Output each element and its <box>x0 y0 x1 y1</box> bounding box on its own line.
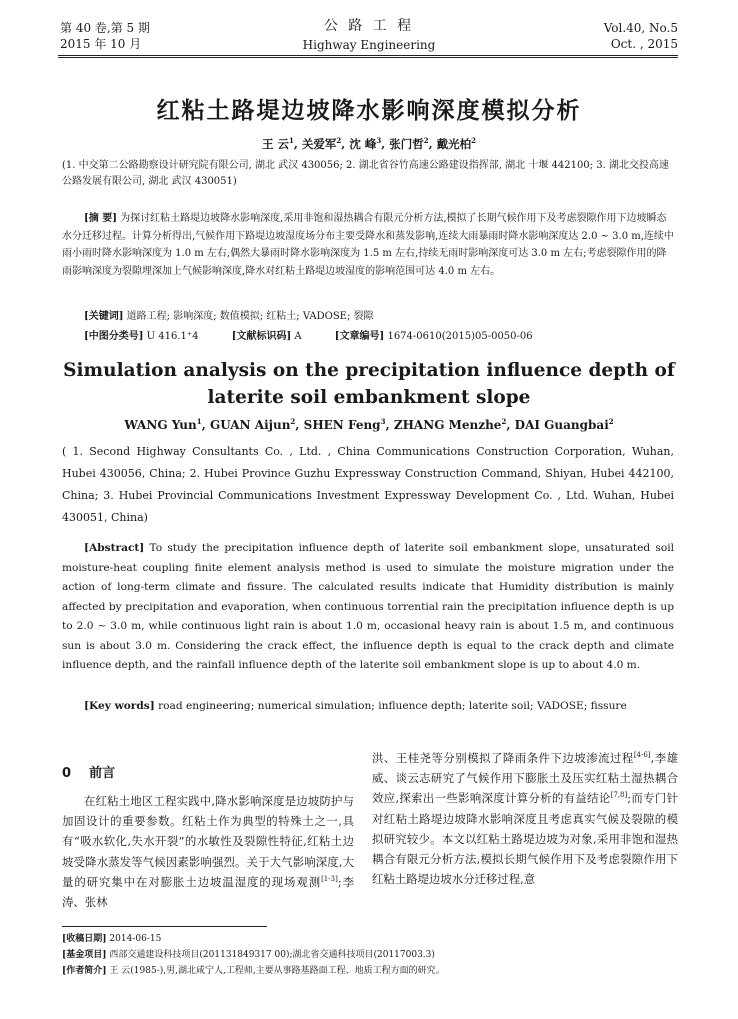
citation: [7,8] <box>610 791 628 800</box>
author-en: GUAN Aijun <box>209 418 291 432</box>
author-en: SHEN Feng <box>303 418 381 432</box>
header-rule <box>58 55 678 56</box>
affil-marker: 2 <box>423 136 429 146</box>
author-cn: 戴光柏 <box>436 137 472 151</box>
footnote-author <box>62 964 674 978</box>
fund-text: 西部交通建设科技项目(201131849317 00);湖北省交通科技项目(20117003.3) <box>109 950 435 960</box>
doc-code-value: A <box>294 331 302 342</box>
author-en: ZHANG Menzhe <box>393 418 502 432</box>
abstract-label-en: [Abstract] <box>84 542 145 554</box>
keywords-en <box>62 697 674 717</box>
keywords-label-en: [Key words] <box>84 700 155 712</box>
author-cn: 沈 峰 <box>349 137 377 151</box>
body-column-right <box>372 748 678 889</box>
citation: [1-3] <box>321 875 338 884</box>
paper-title-en-line2: laterite soil embankment slope <box>207 387 531 408</box>
date-cn: 2015 年 10 月 <box>60 37 142 51</box>
affil-marker: 2 <box>290 417 296 426</box>
affil-marker: 1 <box>289 136 294 146</box>
header-rule-double <box>58 57 678 58</box>
affil-marker: 1 <box>196 417 202 426</box>
clc-value: U 416.1⁺4 <box>146 331 199 342</box>
affil-marker: 3 <box>376 136 382 146</box>
author-bio-text: 王 云(1985-),男,湖北咸宁人,工程师,主要从事路基路面工程、地质工程方面的研究。 <box>109 966 445 976</box>
body-column-left <box>62 791 354 912</box>
keywords-text-cn: 道路工程; 影响深度; 数值模拟; 红粘土; VADOSE; 裂隙 <box>126 311 374 322</box>
footnote-fund <box>62 948 674 962</box>
affiliation-en: ( 1. Second Highway Consultants Co. , Ltd. , China Communications Construction Corporation, Wuhan, Hubei 430056, China; 2. Hubei Province Guzhu Expressway Construction Command, Shiyan, Hubei 442100, China; 3. Hubei Provincial Communications Investment Expressway Development Co. , Ltd. Wuhan, Hubei 430051, China) <box>62 445 674 524</box>
author-en: DAI Guangbai <box>514 418 609 432</box>
authors-en: WANG Yun$^1$, GUAN Aijun$^2$, SHEN Feng$^3$, ZHANG Menzhe$^2$, DAI Guangbai$^2$ <box>124 417 614 432</box>
abstract-text-cn: 为探讨红粘土路堤边坡降水影响深度,采用非饱和湿热耦合有限元分析方法,模拟了长期气候作用下及考虑裂隙作用下边坡瞬态水分迁移过程。计算分析得出,气候作用下路堤边坡湿度场分布主要受降水和蒸发影响,连续大雨暴雨时降水影响深度达 2.0 ~ 3.0 m,连续中雨小雨时降水影响深度为 1.0 m 左右,偶然大暴雨时降水影响深度为 1.5 m 左右,持续无雨时影响深度可达 3.0 m 左右;考虑裂隙作用的降雨影响深度为裂隙埋深加上气候影响深度,降水对红粘土路堤边坡湿度的影响范围可达 4.0 m 左右。 <box>62 213 674 277</box>
abstract-en <box>62 539 674 676</box>
received-date: 2014-06-15 <box>109 934 162 944</box>
received-label: [收稿日期] <box>62 934 107 944</box>
paper-title-cn: 红粘土路堤边坡降水影响深度模拟分析 <box>156 98 582 124</box>
article-no-value: 1674-0610(2015)05-0050-06 <box>387 331 533 342</box>
keywords-text-en: road engineering; numerical simulation; influence depth; laterite soil; VADOSE; fissure <box>158 700 627 712</box>
author-en: WANG Yun <box>124 418 197 432</box>
paper-title-en <box>0 357 738 411</box>
journal-name-en: Highway Engineering <box>302 38 436 52</box>
paper-title-en-line1: Simulation analysis on the precipitation influence depth of <box>63 360 675 381</box>
abstract-text-en: To study the precipitation influence depth of laterite soil embankment slope, unsaturated soil moisture-heat coupling finite element analysis method is used to simulate the moisture migration under the action of long-term climate and fissure. The calculated results indicate that Humidity distribution is mainly affected by precipitation and evaporation, when continuous torrential rain the precipitation influence depth is up to 2.0 ~ 3.0 m, while continuous light rain is about 1.0 m, occasional heavy rain is about 1.5 m, and continuous sun is about 3.0 m. Considering the crack effect, the influence depth is equal to the crack depth and climate influence depth, and the rainfall influence depth of the laterite soil embankment slope is up to about 4.0 m. <box>62 542 674 671</box>
fund-label: [基金项目] <box>62 950 107 960</box>
affil-marker: 2 <box>608 417 614 426</box>
article-no-label: [文章编号] <box>334 331 385 342</box>
author-cn: 关爱军 <box>301 137 337 151</box>
authors-cn: 王 云$^1$, 关爱军$^2$, 沈 峰$^3$, 张门哲$^2$, 戴光柏$^2$ <box>262 136 476 151</box>
body-text: ,李雄威、谈云志研究了气候作用下膨胀土及压实红粘土湿热耦合效应,探索出一些影响深度计算分析的有益结论 <box>372 751 678 806</box>
affiliation-cn: (1. 中交第二公路勘察设计研究院有限公司, 湖北 武汉 430056; 2. 湖北省谷竹高速公路建设指挥部, 湖北 十堰 442100; 3. 湖北交投高速公路发展有限公司, 湖北 武汉 430051) <box>62 160 669 187</box>
classification-cn <box>84 327 674 342</box>
keywords-cn <box>84 307 674 322</box>
body-text: 洪、王桂尧等分别模拟了降雨条件下边坡渗流过程 <box>372 751 634 765</box>
section-number: 0 <box>62 766 72 781</box>
footnote-received <box>62 932 674 946</box>
author-cn: 张门哲 <box>389 137 424 151</box>
body-paragraph: 在红粘土地区工程实践中,降水影响深度是边坡防护与加固设计的重要参数。红粘土作为典型的特殊土之一,具有“吸水软化,失水开裂”的水敏性及裂隙性特征,红粘土边坡受降水蒸发等气候因素影响强烈。关于大气影响深度,大量的研究集中在对膨胀土边坡温湿度的现场观测 <box>62 794 354 889</box>
clc-label: [中图分类号] <box>84 331 144 342</box>
keywords-label-cn: [关键词] <box>84 311 124 322</box>
author-cn: 王 云 <box>262 137 290 151</box>
citation: [4-6] <box>633 751 651 760</box>
body-paragraph-end: ;李涛、张林 <box>62 874 354 910</box>
journal-name-cn: 公 路 工 程 <box>323 18 415 34</box>
volume-issue-cn: 第 40 卷,第 5 期 <box>60 21 150 35</box>
date-en: Oct. , 2015 <box>610 37 678 51</box>
body-text: ;而专门针对红粘土路堤边坡降水影响深度且考虑真实气候及裂隙的模拟研究较少。本文以红粘土路堤边坡为对象,采用非饱和湿热耦合有限元分析方法,模拟长期气候作用下及考虑裂隙作用下红粘土路堤边坡水分迁移过程,意 <box>372 791 679 887</box>
doc-code-label: [文献标识码] <box>231 331 292 342</box>
footnote-rule <box>62 926 267 927</box>
author-bio-label: [作者简介] <box>62 966 107 976</box>
affil-marker: 3 <box>380 417 386 426</box>
affil-marker: 2 <box>471 136 476 146</box>
section-title: 前言 <box>89 766 116 781</box>
section-heading <box>62 762 115 781</box>
abstract-cn <box>62 210 674 280</box>
volume-issue-en: Vol.40, No.5 <box>603 21 678 35</box>
affil-marker: 2 <box>336 136 342 146</box>
abstract-label-cn: [摘 要] <box>84 213 117 224</box>
affil-marker: 2 <box>501 417 507 426</box>
